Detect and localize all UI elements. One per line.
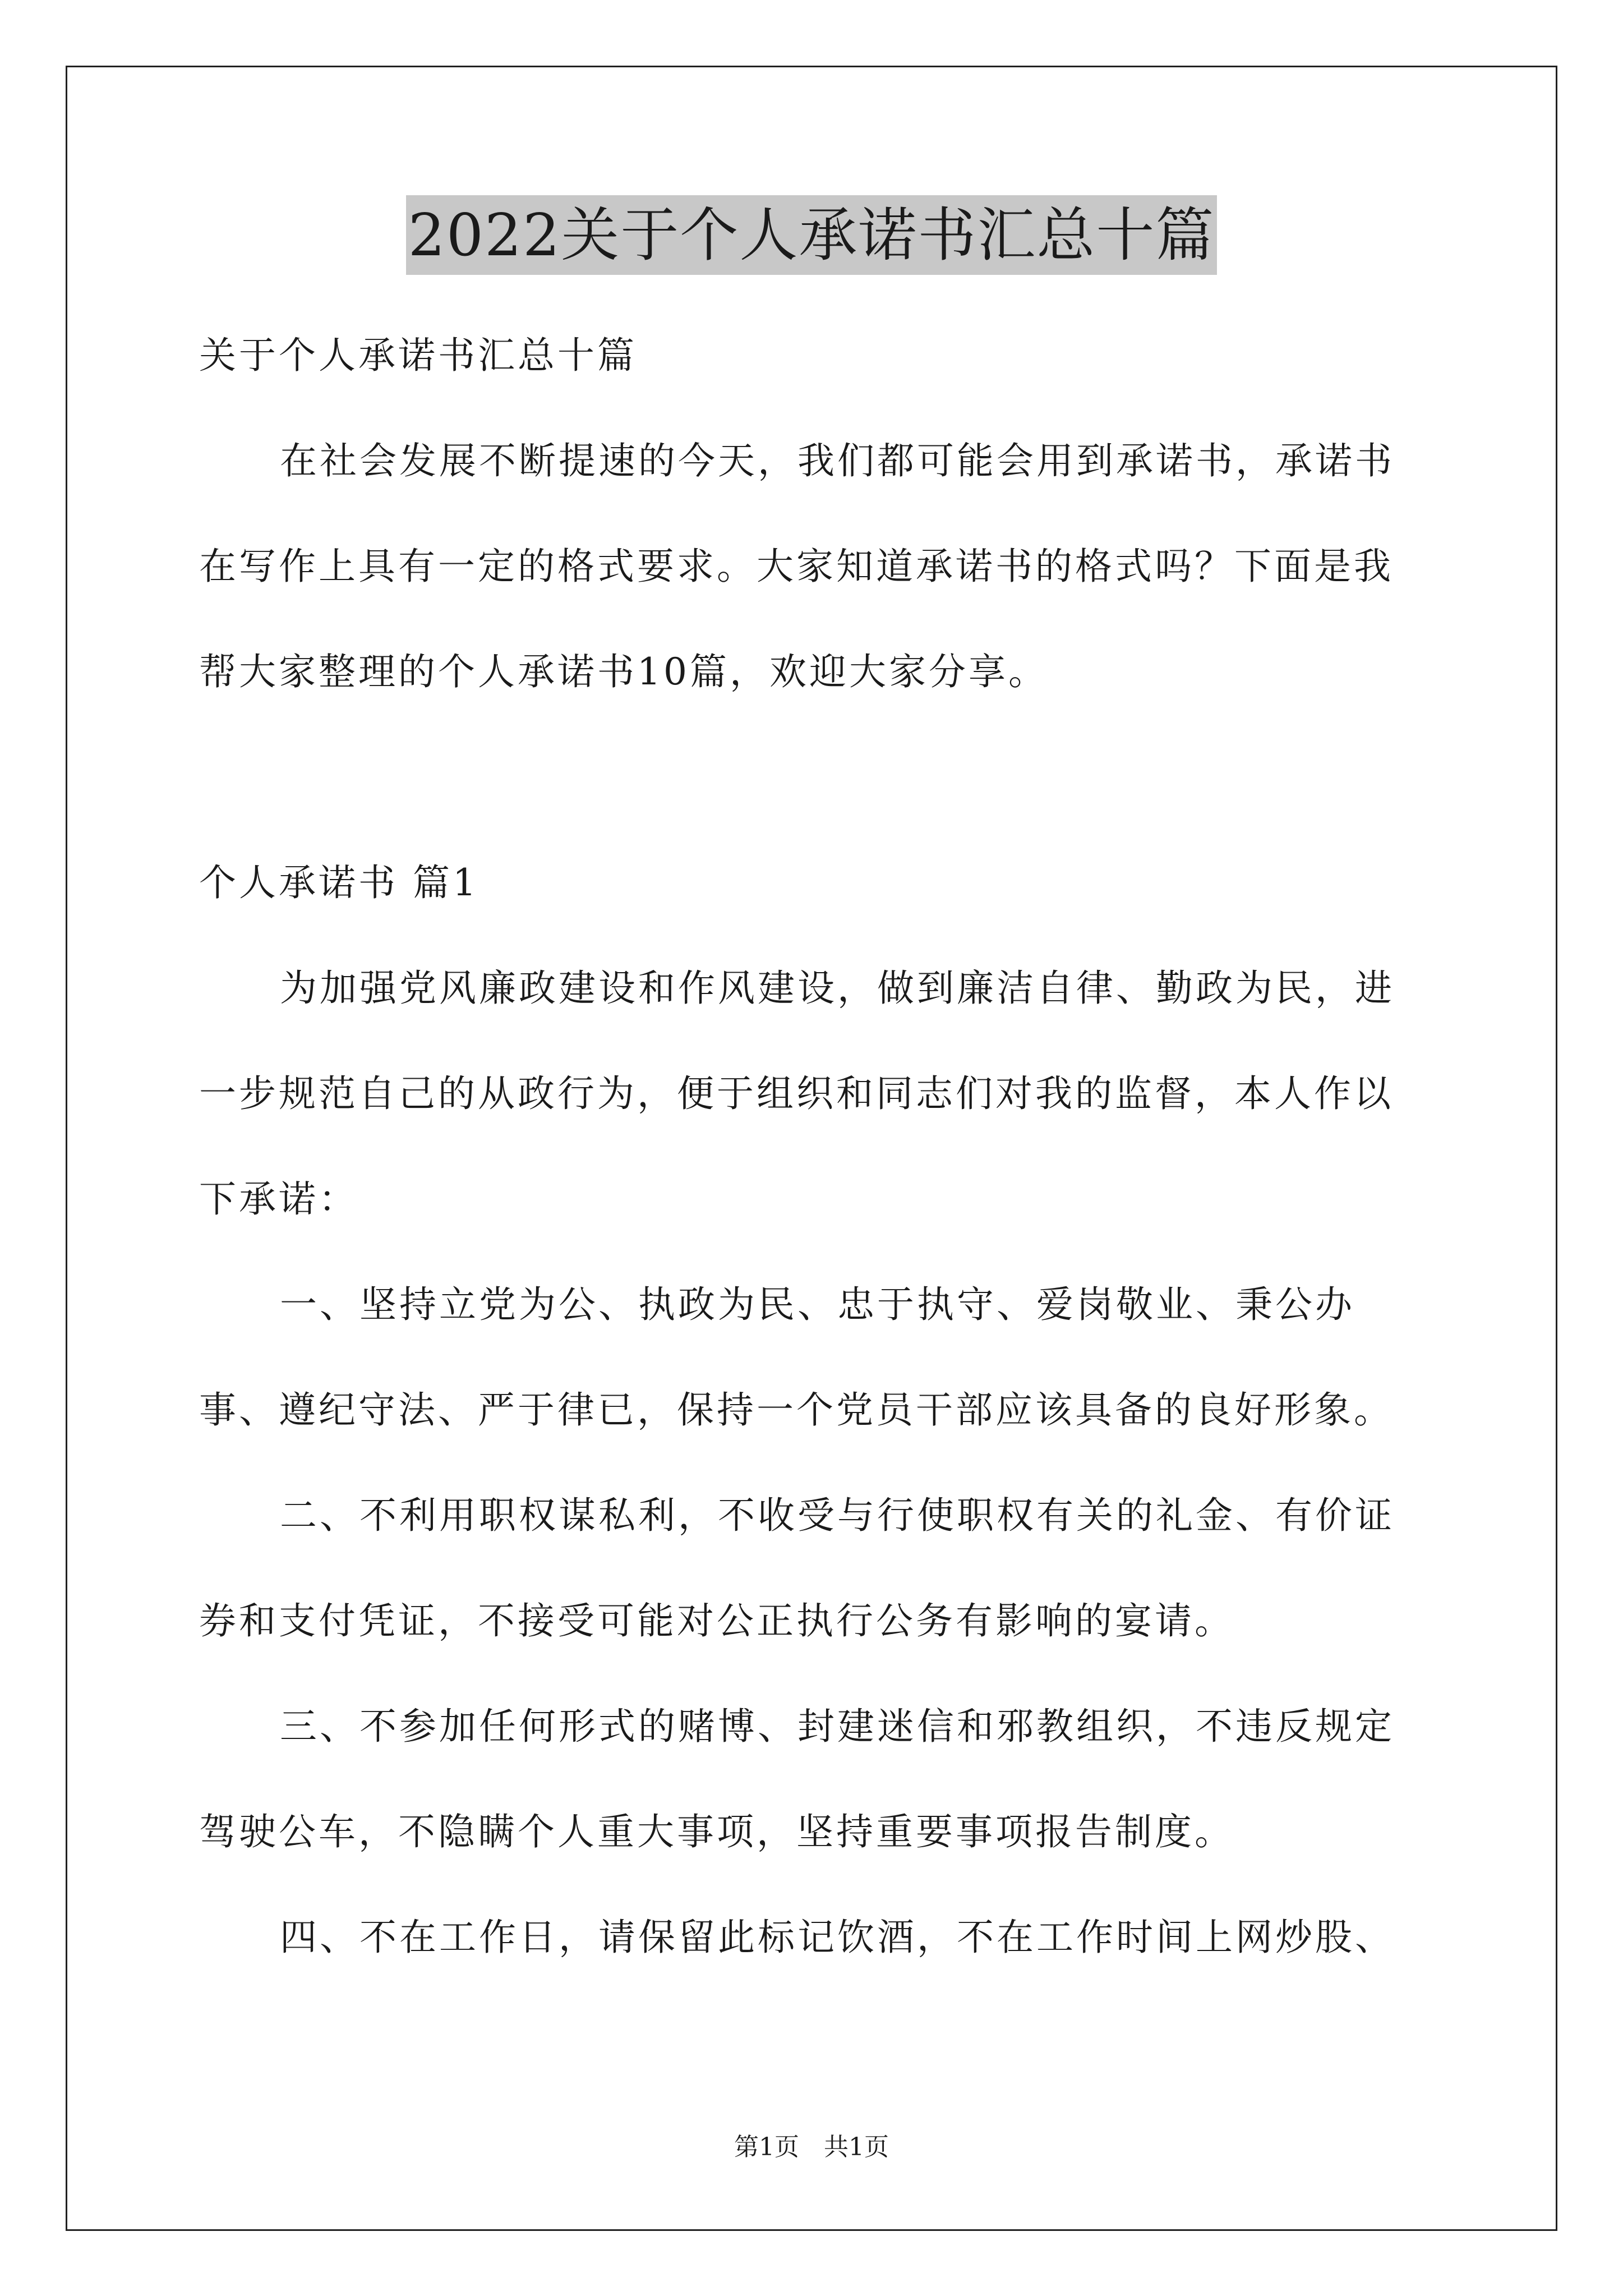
commitment-item-2: 二、不利用职权谋私利，不收受与行使职权有关的礼金、有价证券和支付凭证，不接受可能对公正执行公务有影响的宴请。 [199, 1494, 1395, 1642]
intro-paragraph: 在社会发展不断提速的今天，我们都可能会用到承诺书，承诺书在写作上具有一定的格式要求。大家知道承诺书的格式吗？下面是我帮大家整理的个人承诺书10篇，欢迎大家分享。 [199, 439, 1395, 693]
commitment-item-3: 三、不参加任何形式的赌博、封建迷信和邪教组织，不违反规定驾驶公车，不隐瞒个人重大事项，坚持重要事项报告制度。 [199, 1705, 1395, 1853]
commitment-item-1: 一、坚持立党为公、执政为民、忠于执守、爱岗敬业、秉公办事、遵纪守法、严于律已，保持一个党员干部应该具备的良好形象。 [199, 1283, 1394, 1432]
section-intro-paragraph: 为加强党风廉政建设和作风建设，做到廉洁自律、勤政为民，进一步规范自己的从政行为，便于组织和同志们对我的监督，本人作以下承诺： [199, 967, 1395, 1221]
document-subtitle: 关于个人承诺书汇总十篇 [199, 334, 637, 377]
title-container [0, 195, 1623, 275]
section-heading: 个人承诺书 篇1 [199, 861, 479, 904]
paragraph-spacer [199, 725, 1427, 830]
document-title: 2022关于个人承诺书汇总十篇 [406, 195, 1218, 275]
page-footer: 第1页 共1页 [734, 2133, 889, 2161]
commitment-item-4: 四、不在工作日，请保留此标记饮酒，不在工作时间上网炒股、 [280, 1916, 1395, 1959]
document-body [199, 303, 1427, 1990]
